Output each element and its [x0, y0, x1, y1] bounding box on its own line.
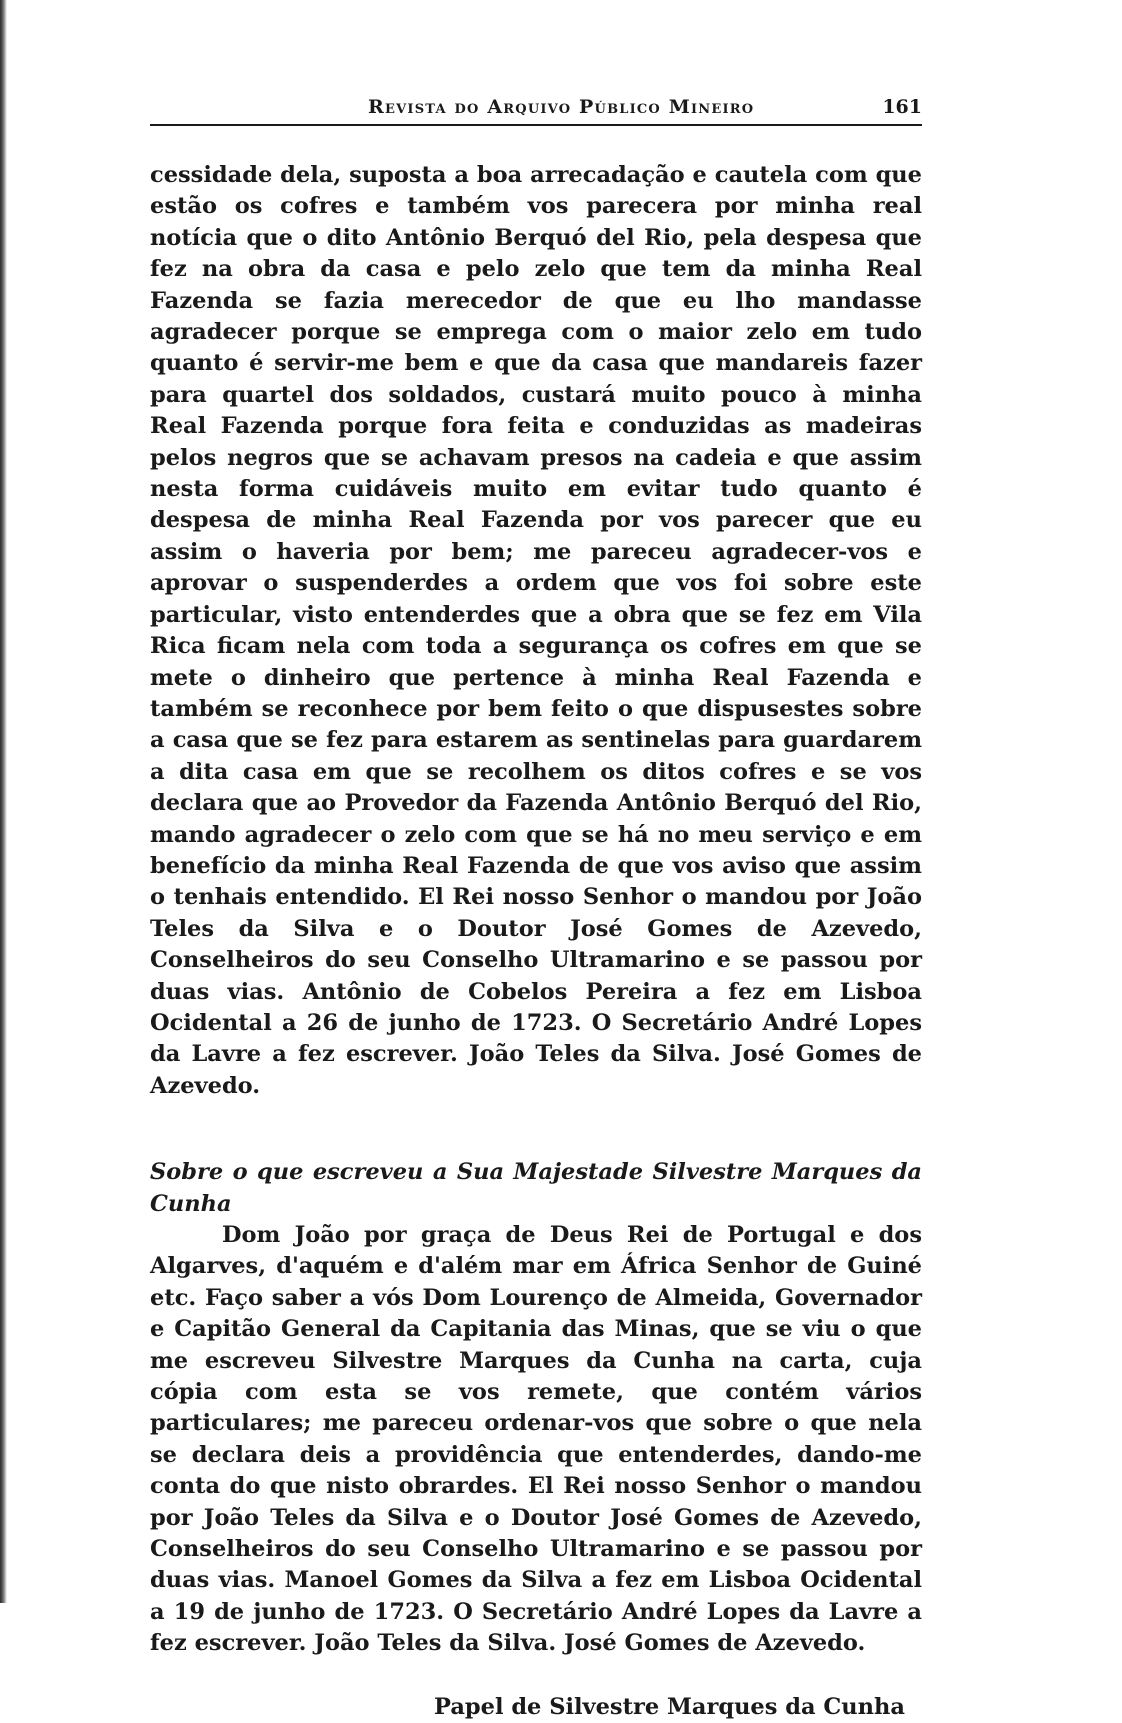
running-header — [150, 96, 922, 126]
continuation-paragraph: cessidade dela, suposta a boa arrecadação e cautela com que estão os cofres e também vos parecera por minha real notícia que o dito Antônio Berquó del Rio, pela despesa que fez na obra da casa e pelo zelo que tem da minha Real Fazenda se fazia merecedor de que eu lho mandasse agradecer porque se emprega com o maior zelo em tudo quanto é servir-me bem e que da casa que mandareis fazer para quartel dos soldados, custará muito pouco à minha Real Fazenda porque fora feita e conduzidas as madeiras pelos negros que se achavam presos na cadeia e que assim nesta forma cuidáveis muito em evitar tudo quanto é despesa de minha Real Fazenda por vos parecer que eu assim o haveria por bem; me pareceu agradecer-vos e aprovar o suspenderdes a ordem que vos foi sobre este particular, visto entenderdes que a obra que se fez em Vila Rica ficam nela com toda a segurança os cofres em que se mete o dinheiro que pertence à minha Real Fazenda e também se reconhece por bem feito o que dispusestes sobre a casa que se fez para estarem as sentinelas para guardarem a dita casa em que se recolhem os ditos cofres e se vos declara que ao Provedor da Fazenda Antônio Berquó del Rio, mando agradecer o zelo com que se há no meu serviço e em benefício da minha Real Fazenda de que vos aviso que assim o tenhais entendido. El Rei nosso Senhor o mandou por João Teles da Silva e o Doutor José Gomes de Azevedo, Conselheiros do seu Conselho Ultramarino e se passou por duas vias. Antônio de Cobelos Pereira a fez em Lisboa Ocidental a 26 de junho de 1723. O Secretário André Lopes da Lavre a fez escrever. João Teles da Silva. José Gomes de Azevedo. — [150, 162, 922, 1099]
document-body — [150, 160, 922, 1723]
journal-title: Revista do Arquivo Público Mineiro — [368, 96, 755, 118]
document-page — [150, 96, 922, 1723]
next-section-heading: Papel de Silvestre Marques da Cunha — [434, 1693, 905, 1720]
page-number: 161 — [882, 96, 922, 118]
page-binding-edge — [0, 0, 7, 1603]
royal-letter-paragraph: Dom João por graça de Deus Rei de Portugal e dos Algarves, d'aquém e d'além mar em África Senhor de Guiné etc. Faço saber a vós Dom Lourenço de Almeida, Governador e Capitão General da Capitania das Minas, que se viu o que me escreveu Silvestre Marques da Cunha na carta, cuja cópia com esta se vos remete, que contém vários particulares; me pareceu ordenar-vos que sobre o que nela se declara deis a providência que entenderdes, dando-me conta do que nisto obrardes. El Rei nosso Senhor o mandou por João Teles da Silva e o Doutor José Gomes de Azevedo, Conselheiros do seu Conselho Ultramarino e se passou por duas vias. Manoel Gomes da Silva a fez em Lisboa Ocidental a 19 de junho de 1723. O Secretário André Lopes da Lavre a fez escrever. João Teles da Silva. José Gomes de Azevedo. — [150, 1222, 922, 1657]
section-heading: Sobre o que escreveu a Sua Majestade Silvestre Marques da Cunha — [150, 1159, 922, 1217]
